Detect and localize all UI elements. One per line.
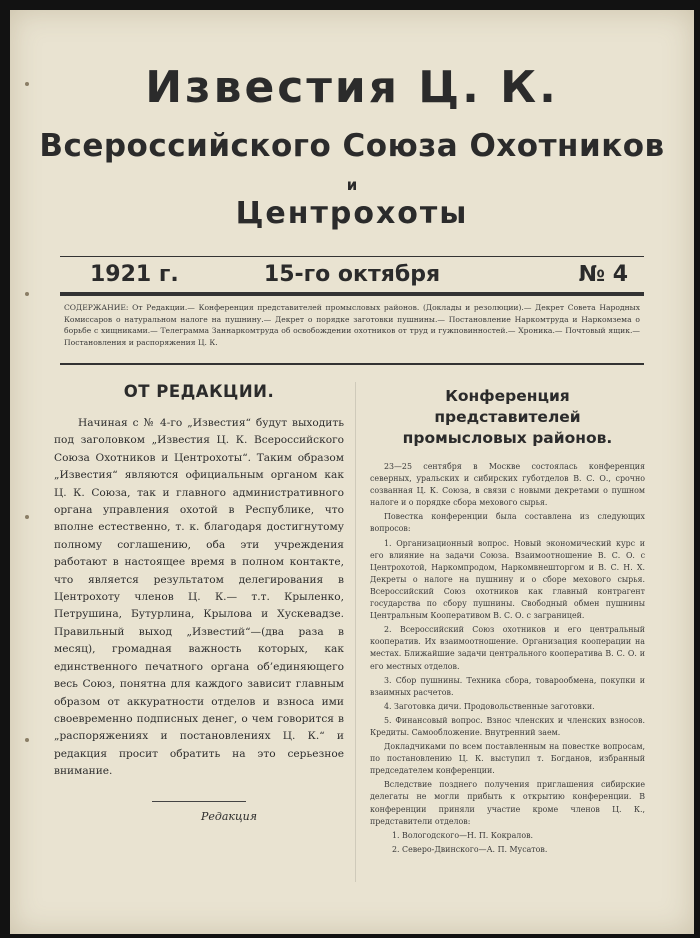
conference-column [370,386,645,858]
issue-year: 1921 г. [90,262,179,287]
conference-paragraph: 23—25 сентября в Москве состоялась конференция северных, уральских и сибирских губотделов В. С. О., срочно созванная Ц. К. Союза, в связи с новыми декретами о пушном налоге и о порядке сбора мехового сырья. [370,462,645,508]
editorial-heading: ОТ РЕДАКЦИИ. [123,382,275,401]
conference-paragraph: Повестка конференции была составлена из следующих вопросов: [370,512,645,534]
divider-thick [60,292,644,296]
conference-paragraph: 1. Организационный вопрос. Новый экономический курс и его влияние на задачи Союза. Взаимоотношение В. С. О. с Центрохотой, Наркомпродом, Наркомвнешторгом и В. С. Н. Х. Декреты о налоге на пушнину и о сборе мехового сырья. Всероссийский Союз охотников как главный контрагент государства по сбору пушнины. Свободный обмен пушнины Центральным Кооперативом В. С. О. с заграницей. [370,538,645,621]
masthead-conjunction: и [346,176,358,194]
conference-paragraph: 2. Всероссийский Союз охотников и его центральный кооператив. Их взаимоотношение. Организация кооперации на местах. Ближайшие задачи центрального кооператива В. С. О. и его местных отделов. [370,625,645,671]
binding-hole [25,292,29,296]
divider-contents [60,363,644,365]
conference-paragraph: Докладчиками по всем поставленным на повестке вопросам, по постановлению Ц. К. выступил т. Богданов, избранный председателем конференции. [370,742,645,776]
binding-hole [25,515,29,519]
conference-paragraph: 1. Вологодского—Н. П. Кокралов. [392,830,534,840]
binding-hole [25,738,29,742]
conference-paragraph: 3. Сбор пушнины. Техника сбора, товарообмена, покупки и взаимных расчетов. [370,675,645,697]
conference-paragraph: 5. Финансовый вопрос. Взнос членских и членских взносов. Кредиты. Самообложение. Внутренний заем. [370,715,645,737]
editorial-column [54,382,344,823]
signature-rule [152,801,246,802]
masthead-subtitle: Всероссийского Союза Охотников [39,128,665,164]
issue-number: № 4 [578,262,628,287]
dateline [60,262,644,292]
column-divider [355,382,356,882]
issue-date: 15-го октября [263,262,441,287]
masthead-title-centrokhota: Центрохоты [235,196,469,231]
conference-body [370,461,645,856]
conference-heading: Конференция представителей промысловых районов. [402,387,613,447]
conference-paragraph: 2. Северо-Двинского—А. П. Мусатов. [392,844,548,854]
newspaper-page [10,10,694,934]
masthead-title: Известия Ц. К. [145,62,559,113]
divider-top [60,256,644,257]
conference-paragraph: Вследствие позднего получения приглашения сибирские делегаты не могли прибыть к открытию конференции. В конференции приняли участие кроме членов Ц. К., представители отделов: [370,780,645,826]
editorial-body: Начиная с № 4-го „Известия“ будут выходить под заголовком „Известия Ц. К. Всероссийского Союза Охотников и Центрохоты“. Таким образом „Известия“ являются официальным органом как Ц. К. Союза, так и главного административного органа управления охотой в Республике, что вполне естественно, т. к. благодаря достигнутому полному соглашению, оба эти учреждения работают в настоящее время в полном контакте, что является результатом делегирования в Центрохоту членов Ц. К.— т.т. Крыленко, Петрушина, Бутурлина, Крылова и Хускевадзе. Правильный выход „Известий“—(два раза в месяц), громадная важность которых, как единственного печатного органа об’единяющего весь Союз, понятна для каждого зависит главным образом от аккуратности отделов и взноса ими своевременно подписных денег, о чем говорится в „распоряжениях и постановлениях Ц. К.“ и редакция просит обратить на это серьезное внимание. [54,417,344,778]
conference-paragraph: 4. Заготовка дичи. Продовольственные заготовки. [384,701,595,711]
editorial-signature: Редакция [200,809,258,823]
table-of-contents: СОДЕРЖАНИЕ: От Редакции.— Конференция представителей промысловых районов. (Доклады и резолюции).— Декрет Совета Народных Комиссаров о натуральном налоге на пушнину.— Декрет о порядке заготовки пушнины.— Постановление Наркомтруда и Наркомзема о борьбе с хищниками.— Телеграмма Заннаркомтруда об освобождении охотников от труд и гужповинностей.— Хроника.— Почтовый ящик.— Постановления и распоряжения Ц. К. [64,303,640,347]
